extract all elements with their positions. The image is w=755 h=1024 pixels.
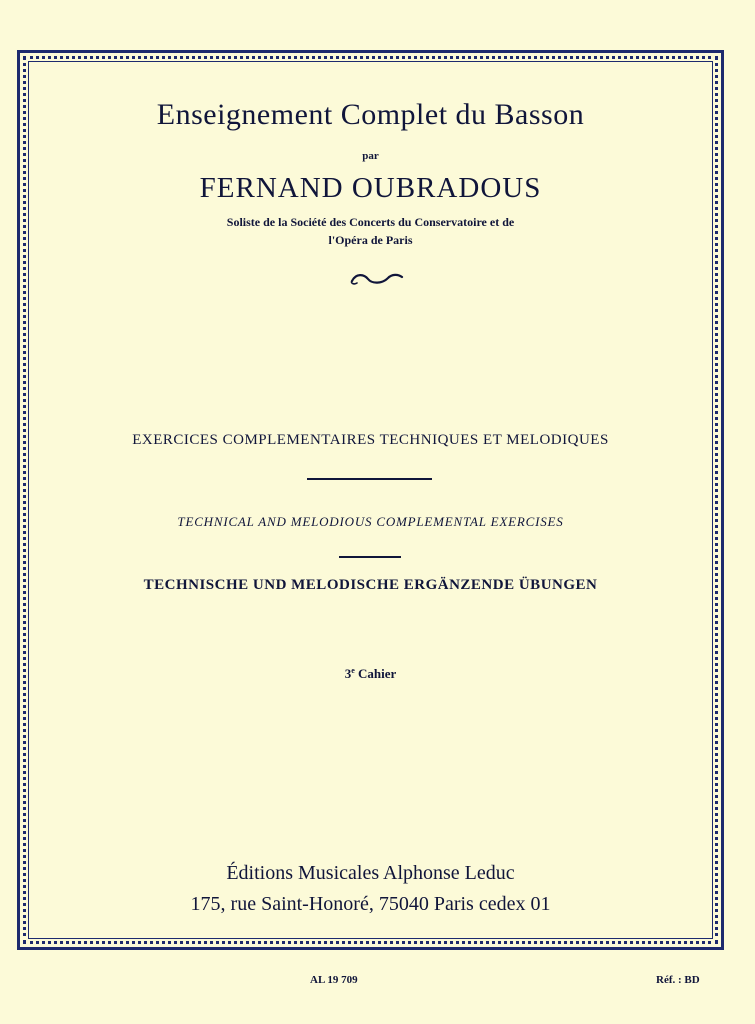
- author-role-line1: Soliste de la Société des Concerts du Conservatoire et de: [226, 215, 515, 229]
- exercises-title-french: EXERCICES COMPLEMENTAIRES TECHNIQUES ET MELODIQUES: [132, 432, 609, 448]
- volume-label: [28, 666, 713, 682]
- reference-code: Réf. : BD: [656, 974, 700, 986]
- author-role-line2: l'Opéra de Paris: [328, 233, 413, 247]
- publisher-name: Éditions Musicales Alphonse Leduc: [226, 862, 515, 884]
- volume-ordinal-suffix: e: [351, 666, 355, 675]
- divider-rule-2: [339, 556, 401, 558]
- exercises-title-english: TECHNICAL AND MELODIOUS COMPLEMENTAL EXERCISES: [177, 514, 564, 529]
- ornament-flourish-icon: [346, 268, 406, 288]
- exercises-title-german: TECHNISCHE UND MELODISCHE ERGÄNZENDE ÜBUNGEN: [143, 577, 598, 593]
- catalog-number: AL 19 709: [310, 974, 358, 986]
- publisher-address: 175, rue Saint-Honoré, 75040 Paris cedex 01: [190, 893, 551, 915]
- volume-number: 3: [344, 666, 352, 681]
- divider-rule-1: [307, 478, 432, 480]
- volume-word: Cahier: [358, 666, 397, 681]
- by-label: par: [362, 150, 379, 162]
- book-title: Enseignement Complet du Basson: [156, 98, 585, 131]
- author-name: FERNAND OUBRADOUS: [199, 172, 542, 204]
